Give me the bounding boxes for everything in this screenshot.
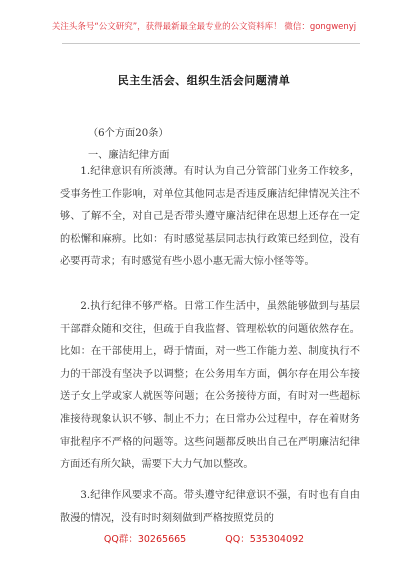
document-title: 民主生活会、组织生活会问题清单	[117, 74, 291, 87]
footer-contact	[0, 531, 408, 545]
footer-qq: QQ：535304092	[225, 534, 305, 545]
section-heading: 一、廉洁纪律方面	[88, 150, 170, 161]
document-subtitle: （6个方面20条）	[88, 128, 169, 139]
paragraph-2: 2.执行纪律不够严格。日常工作生活中，虽然能够做到与基层干部群众随和交往，但疏于自我监督、管理松软的问题依然存在。比如：在干部使用上，碍于情面，对一些工作能力差、制度执行不力的干部没有坚决予以调整；在公务用车方面，偶尔存在用公车接送子女上学或家人就医等问题；在公务接待方面，有时对一些超标准接待现象认识不够、制止不力；在日常办公过程中，存在着财务审批程序不严格的问题等。这些问题都反映出自己在严明廉洁纪律方面还有所欠缺，需要下大力气加以整改。	[60, 301, 360, 471]
footer-qq-group: QQ群：30265665	[103, 534, 187, 545]
header-divider	[62, 43, 360, 44]
paragraph-1: 1.纪律意识有所淡薄。有时认为自己分管部门业务工作较多，受事务性工作影响，对单位其他同志是否违反廉洁纪律情况关注不够、了解不全，对自己是否带头遵守廉洁纪律在思想上还存在一定的松懈和麻痹。比如：有时感觉基层同志执行政策已经到位，没有必要再苛求；有时感觉有些小恩小惠无需大惊小怪等等。	[60, 166, 360, 268]
paragraph-3: 3.纪律作风要求不高。带头遵守纪律意识不强，有时也有自由散漫的情况，没有时时刻刻做到严格按照党员的	[60, 490, 360, 524]
header-banner: 关注头条号“公文研究”，获得最新最全最专业的公文资料库！ 微信：gongwenyj	[51, 22, 357, 32]
